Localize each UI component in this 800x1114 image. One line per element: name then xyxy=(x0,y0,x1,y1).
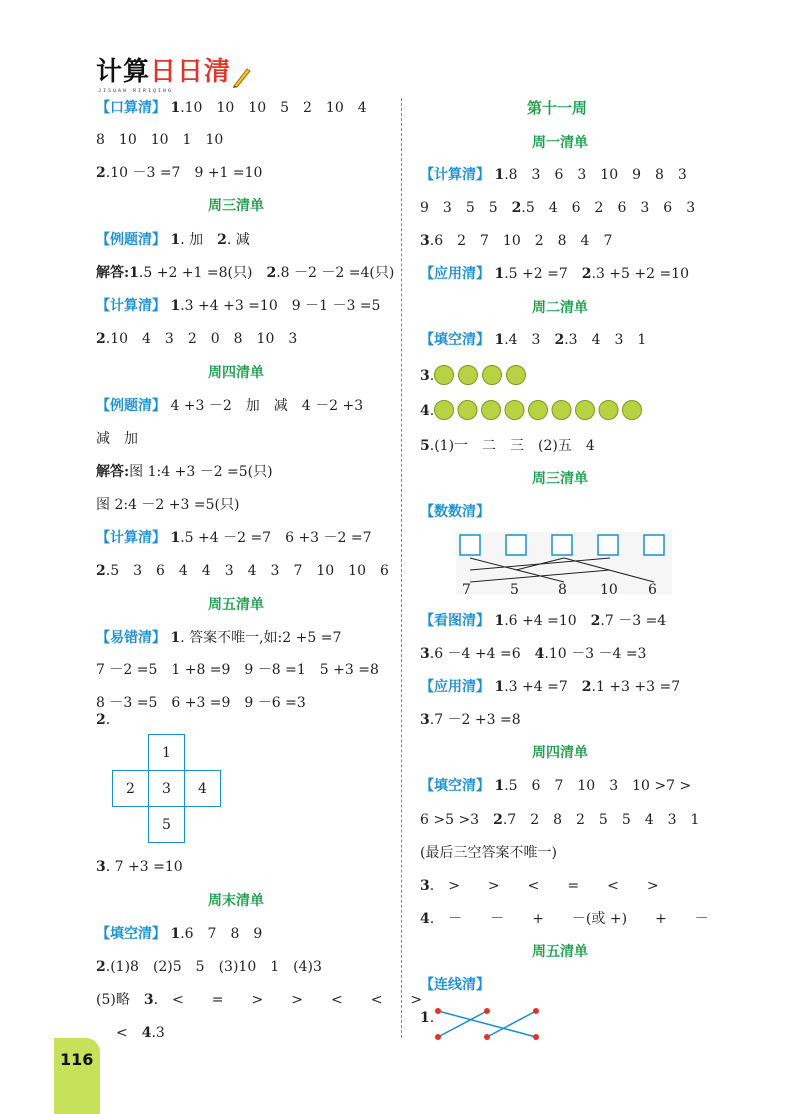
right-line-14: 【填空清】 1.5 6 7 10 3 10 >7 > xyxy=(420,778,692,794)
heading-thu-left: 周四清单 xyxy=(208,365,264,381)
answer-box xyxy=(460,535,480,555)
circle-icon xyxy=(505,401,524,420)
heading-wed-left: 周三清单 xyxy=(208,198,264,214)
cross-number-grid xyxy=(112,734,221,843)
circle-icon xyxy=(576,401,595,420)
right-line-13: 3.7 －2 +3 =8 xyxy=(420,712,521,728)
left-line-17: 2. xyxy=(96,712,111,728)
grid-cell-mid: 3 xyxy=(149,771,185,807)
right-line-15: 6 >5 >3 2.7 2 8 2 5 5 4 3 1 xyxy=(420,812,700,828)
right-line-19: 【连线清】 xyxy=(420,977,490,993)
left-line-12: 【计算清】 1.5 +4 －2 =7 6 +3 －2 =7 xyxy=(96,530,372,546)
column-divider xyxy=(401,98,402,1038)
left-line-20: 2.(1)8 (2)5 5 (3)10 1 (4)3 xyxy=(96,959,322,975)
circle-icon xyxy=(435,401,454,420)
circle-icon xyxy=(483,366,502,385)
left-line-14: 【易错清】 1. 答案不唯一,如:2 +5 =7 xyxy=(96,630,342,646)
left-line-16: 8 －3 =5 6 +3 =9 9 －6 =3 xyxy=(96,695,306,711)
circle-icon xyxy=(482,401,501,420)
left-line-4: 【例题清】 1. 加 2. 减 xyxy=(96,232,250,248)
counting-match-diagram xyxy=(452,532,672,600)
right-line-6: 3. xyxy=(420,368,435,384)
left-line-15: 7 －2 =5 1 +8 =9 9 －8 =1 5 +3 =8 xyxy=(96,662,379,678)
right-line-16: (最后三空答案不唯一) xyxy=(420,845,557,861)
right-line-12: 【应用清】 1.3 +4 =7 2.1 +3 +3 =7 xyxy=(420,679,681,695)
dot-icon xyxy=(533,1034,539,1040)
circles-row-4 xyxy=(432,363,528,387)
grid-cell-right: 4 xyxy=(185,771,221,807)
numline-label: 10 xyxy=(600,582,618,598)
left-line-13: 2.5 3 6 4 4 3 4 3 7 10 10 6 xyxy=(96,563,389,579)
pencil-icon xyxy=(231,66,251,88)
answer-box xyxy=(552,535,572,555)
dot-icon xyxy=(435,1008,441,1014)
dot-icon xyxy=(533,1008,539,1014)
grid-cell-bottom: 5 xyxy=(149,807,185,843)
left-line-9: 减 加 xyxy=(96,431,138,447)
left-line-19: 【填空清】 1.6 7 8 9 xyxy=(96,926,263,942)
right-line-5: 【填空清】 1.4 3 2.3 4 3 1 xyxy=(420,332,647,348)
left-line-11: 图 2:4 －2 +3 =5(只) xyxy=(96,497,240,513)
numline-label: 5 xyxy=(510,582,519,598)
left-line-22: < 4.3 xyxy=(116,1025,165,1041)
answer-box xyxy=(644,535,664,555)
heading-weekend: 周末清单 xyxy=(208,893,264,909)
left-line-1: 【口算清】 1.10 10 10 5 2 10 4 xyxy=(96,100,367,116)
logo-pinyin: JISUAN RIRIQING xyxy=(98,88,174,94)
right-line-2: 9 3 5 5 2.5 4 6 2 6 3 6 3 xyxy=(420,200,696,216)
answer-box xyxy=(598,535,618,555)
circle-icon xyxy=(623,401,642,420)
heading-tue: 周二清单 xyxy=(532,300,588,316)
right-line-17: 3. > > < = < > xyxy=(420,878,659,894)
right-line-7: 4. xyxy=(420,403,435,419)
circle-icon xyxy=(507,366,526,385)
circle-icon xyxy=(529,401,548,420)
dot-icon xyxy=(435,1034,441,1040)
circle-icon xyxy=(459,366,478,385)
circle-icon xyxy=(599,401,618,420)
heading-thu-right: 周四清单 xyxy=(532,745,588,761)
circle-icon xyxy=(552,401,571,420)
connect-line xyxy=(438,1011,487,1037)
book-logo xyxy=(96,57,251,94)
logo-text-accent: 日日清 xyxy=(150,57,232,87)
circles-row-9 xyxy=(432,398,644,422)
connect-line xyxy=(438,1011,536,1037)
heading-mon: 周一清单 xyxy=(532,135,588,151)
heading-wed-right: 周三清单 xyxy=(532,471,588,487)
connect-line xyxy=(487,1011,536,1037)
numline-label: 7 xyxy=(462,582,471,598)
page-number: 116 xyxy=(60,1050,94,1069)
right-line-9: 【数数清】 xyxy=(420,504,490,520)
left-line-2: 8 10 10 1 10 xyxy=(96,132,224,148)
dot-icon xyxy=(484,1034,490,1040)
right-line-11: 3.6 －4 +4 =6 4.10 －3 －4 =3 xyxy=(420,646,647,662)
left-line-3: 2.10 －3 =7 9 +1 =10 xyxy=(96,165,263,181)
right-line-8: 5.(1)一 二 三 (2)五 4 xyxy=(420,438,595,454)
right-line-20: 1. xyxy=(420,1010,435,1026)
right-line-10: 【看图清】 1.6 +4 =10 2.7 －3 =4 xyxy=(420,613,667,629)
dot-icon xyxy=(484,1008,490,1014)
left-line-5: 解答:1.5 +2 +1 =8(只) 2.8 －2 －2 =4(只) xyxy=(96,265,395,281)
connect-lines-diagram xyxy=(432,1006,544,1042)
grid-cell-top: 1 xyxy=(149,735,185,771)
heading-week-11: 第十一周 xyxy=(527,99,588,117)
left-line-6: 【计算清】 1.3 +4 +3 =10 9 －1 －3 =5 xyxy=(96,298,381,314)
right-line-1: 【计算清】 1.8 3 6 3 10 9 8 3 xyxy=(420,167,687,183)
heading-fri-left: 周五清单 xyxy=(208,597,264,613)
logo-text-main: 计算 xyxy=(96,57,151,87)
answer-box xyxy=(506,535,526,555)
left-line-8: 【例题清】 4 +3 －2 加 减 4 －2 +3 xyxy=(96,398,364,414)
numline-label: 8 xyxy=(558,582,567,598)
left-line-10: 解答:图 1:4 +3 －2 =5(只) xyxy=(96,464,273,480)
right-line-4: 【应用清】 1.5 +2 =7 2.3 +5 +2 =10 xyxy=(420,266,690,282)
circle-icon xyxy=(435,366,454,385)
left-line-18: 3. 7 +3 =10 xyxy=(96,859,183,875)
left-line-7: 2.10 4 3 2 0 8 10 3 xyxy=(96,331,298,347)
circle-icon xyxy=(458,401,477,420)
grid-cell-left: 2 xyxy=(113,771,149,807)
numline-label: 6 xyxy=(648,582,657,598)
heading-fri-right: 周五清单 xyxy=(532,944,588,960)
left-line-21: (5)略 3. < = > > < < > xyxy=(96,992,423,1008)
right-line-3: 3.6 2 7 10 2 8 4 7 xyxy=(420,233,613,249)
right-line-18: 4. － － + －(或 +) + － xyxy=(420,911,709,927)
